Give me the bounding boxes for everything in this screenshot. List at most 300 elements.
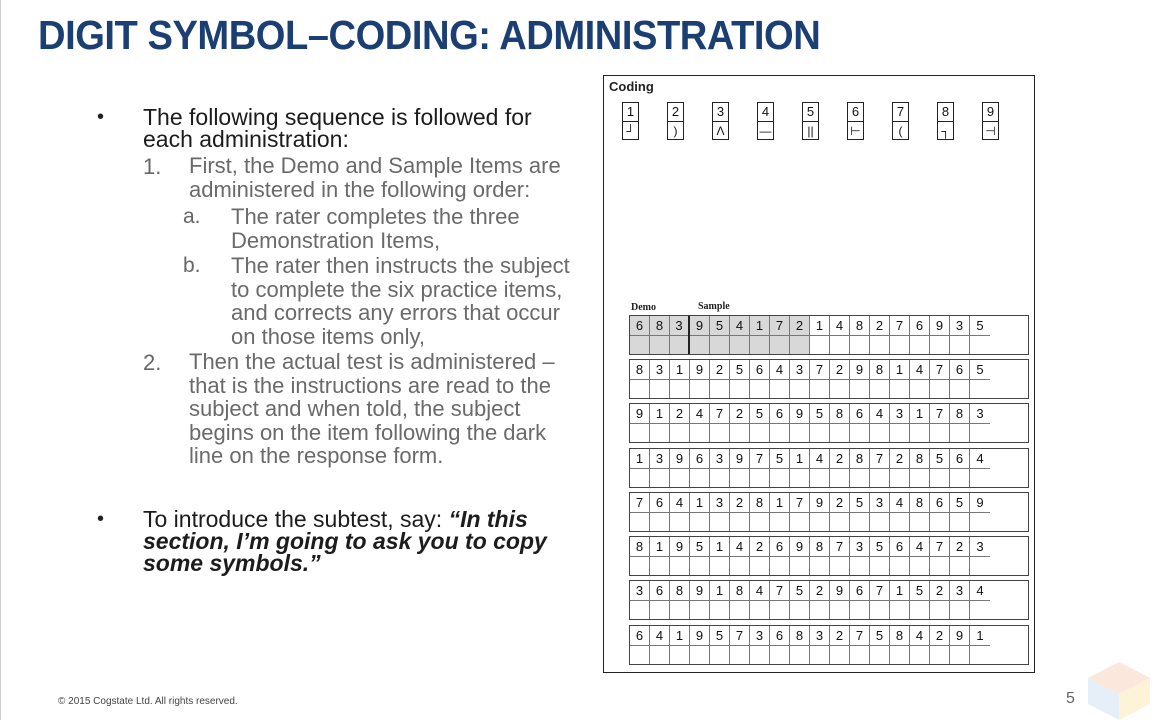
cell-digit: 4 bbox=[730, 316, 749, 336]
cell-digit: 7 bbox=[770, 581, 789, 601]
response-cell bbox=[850, 626, 870, 664]
digit-row-6 bbox=[629, 536, 1029, 576]
cell-digit: 3 bbox=[970, 404, 990, 424]
cell-digit: 8 bbox=[850, 316, 869, 336]
response-cell bbox=[910, 626, 930, 664]
response-cell bbox=[690, 626, 710, 664]
copyright-footer: © 2015 Cogstate Ltd. All rights reserved. bbox=[58, 696, 238, 707]
cell-digit: 4 bbox=[910, 537, 929, 557]
key-box-1 bbox=[622, 102, 639, 140]
key-digit: 2 bbox=[668, 103, 683, 122]
response-cell bbox=[850, 316, 870, 354]
key-box-4 bbox=[757, 102, 774, 140]
response-cell bbox=[750, 449, 770, 487]
cell-digit: 3 bbox=[650, 449, 669, 469]
cell-digit: 6 bbox=[750, 360, 769, 380]
slide-title: DIGIT SYMBOL–CODING: ADMINISTRATION bbox=[38, 12, 821, 58]
cell-digit: 4 bbox=[770, 360, 789, 380]
cell-digit: 4 bbox=[910, 626, 929, 646]
cell-digit: 4 bbox=[970, 449, 990, 469]
response-cell bbox=[790, 404, 810, 442]
key-box-7 bbox=[892, 102, 909, 140]
cell-digit: 3 bbox=[750, 626, 769, 646]
response-cell bbox=[730, 449, 750, 487]
response-cell bbox=[730, 493, 750, 531]
response-cell bbox=[770, 404, 790, 442]
response-cell bbox=[830, 316, 850, 354]
cell-digit: 7 bbox=[770, 316, 789, 336]
page-number: 5 bbox=[1066, 690, 1075, 707]
response-cell bbox=[970, 626, 990, 664]
response-cell bbox=[710, 360, 730, 398]
digit-row-4 bbox=[629, 448, 1029, 488]
cell-digit: 4 bbox=[750, 581, 769, 601]
substep-b bbox=[183, 253, 575, 349]
key-digit: 3 bbox=[713, 103, 728, 122]
response-cell bbox=[770, 360, 790, 398]
cell-digit: 9 bbox=[730, 449, 749, 469]
response-cell bbox=[870, 581, 890, 619]
response-cell bbox=[810, 404, 830, 442]
response-cell bbox=[930, 537, 950, 575]
cell-digit: 5 bbox=[750, 404, 769, 424]
cell-digit: 1 bbox=[750, 316, 769, 336]
cell-digit: 1 bbox=[910, 404, 929, 424]
cell-digit: 2 bbox=[930, 581, 949, 601]
key-digit: 7 bbox=[893, 103, 908, 122]
cell-digit: 2 bbox=[870, 316, 889, 336]
coding-response-form bbox=[603, 75, 1035, 673]
response-cell bbox=[890, 537, 910, 575]
cell-digit: 2 bbox=[790, 316, 809, 336]
cell-digit: 9 bbox=[850, 360, 869, 380]
response-cell bbox=[870, 626, 890, 664]
response-cell bbox=[810, 360, 830, 398]
slide-left-edge bbox=[0, 0, 1, 720]
response-cell bbox=[790, 537, 810, 575]
response-cell bbox=[970, 537, 990, 575]
response-cell bbox=[930, 449, 950, 487]
response-cell bbox=[650, 449, 670, 487]
response-cell bbox=[810, 581, 830, 619]
cell-digit: 5 bbox=[730, 360, 749, 380]
response-cell bbox=[930, 581, 950, 619]
response-cell bbox=[890, 360, 910, 398]
double-bar-symbol: || bbox=[807, 124, 814, 138]
sample-label: Sample bbox=[698, 301, 730, 312]
cell-digit: 8 bbox=[870, 360, 889, 380]
response-cell bbox=[830, 360, 850, 398]
cell-digit: 8 bbox=[650, 316, 669, 336]
bullet-2-text bbox=[143, 505, 575, 576]
cell-digit: 1 bbox=[630, 449, 649, 469]
response-cell bbox=[890, 493, 910, 531]
response-cell bbox=[970, 581, 990, 619]
response-cell bbox=[930, 360, 950, 398]
key-digit: 8 bbox=[938, 103, 953, 122]
response-cell bbox=[870, 404, 890, 442]
response-cell bbox=[790, 626, 810, 664]
step-2 bbox=[143, 350, 575, 468]
bullet-2-quote: “In this section, I’m going to ask you to copy some symbols.” bbox=[143, 505, 547, 576]
digit-row-8 bbox=[629, 625, 1029, 665]
bullet-1 bbox=[95, 106, 575, 468]
cell-digit: 5 bbox=[970, 360, 990, 380]
response-cell bbox=[670, 449, 690, 487]
dash-symbol: — bbox=[759, 124, 772, 138]
bullet-list bbox=[95, 106, 575, 574]
response-cell bbox=[870, 537, 890, 575]
cell-digit: 9 bbox=[830, 581, 849, 601]
response-cell bbox=[630, 626, 650, 664]
cell-digit: 9 bbox=[790, 404, 809, 424]
response-cell bbox=[950, 360, 970, 398]
response-cell bbox=[970, 316, 990, 354]
response-cell bbox=[730, 581, 750, 619]
response-cell bbox=[850, 581, 870, 619]
step-1 bbox=[143, 154, 575, 348]
cell-digit: 6 bbox=[930, 493, 949, 513]
cell-digit: 5 bbox=[710, 316, 729, 336]
cell-digit: 8 bbox=[910, 493, 929, 513]
cell-digit: 6 bbox=[910, 316, 929, 336]
response-cell bbox=[690, 537, 710, 575]
cell-digit: 4 bbox=[670, 493, 689, 513]
substep-a bbox=[183, 204, 575, 253]
corner-symbol: ┘ bbox=[626, 124, 635, 138]
cell-digit: 6 bbox=[630, 626, 649, 646]
digit-row-7 bbox=[629, 580, 1029, 620]
cell-digit: 8 bbox=[670, 581, 689, 601]
cell-digit: 3 bbox=[810, 626, 829, 646]
response-cell bbox=[650, 316, 670, 354]
response-cell bbox=[830, 493, 850, 531]
bullet-2-dot: • bbox=[97, 507, 105, 530]
response-cell bbox=[830, 626, 850, 664]
step-2-text: Then the actual test is administered – that is the instructions are read to the subject and when told, the subject begins on the item following the dark line on the response form. bbox=[189, 349, 555, 468]
cell-digit: 6 bbox=[890, 537, 909, 557]
response-cell bbox=[750, 360, 770, 398]
key-box-5 bbox=[802, 102, 819, 140]
response-cell bbox=[710, 626, 730, 664]
response-cell bbox=[910, 581, 930, 619]
response-cell bbox=[750, 493, 770, 531]
cell-digit: 4 bbox=[830, 316, 849, 336]
response-cell bbox=[650, 360, 670, 398]
response-cell bbox=[850, 449, 870, 487]
cell-digit: 9 bbox=[970, 493, 990, 513]
substep-b-letter: b. bbox=[183, 254, 201, 277]
response-cell bbox=[930, 316, 950, 354]
cell-digit: 6 bbox=[770, 404, 789, 424]
response-cell bbox=[770, 316, 790, 354]
response-cell bbox=[810, 626, 830, 664]
cell-digit: 7 bbox=[850, 626, 869, 646]
response-cell bbox=[950, 493, 970, 531]
cell-digit: 3 bbox=[950, 316, 969, 336]
cell-digit: 5 bbox=[810, 404, 829, 424]
response-cell bbox=[950, 404, 970, 442]
response-cell bbox=[770, 493, 790, 531]
step-list bbox=[143, 154, 575, 468]
cell-digit: 1 bbox=[770, 493, 789, 513]
response-cell bbox=[830, 581, 850, 619]
response-cell bbox=[670, 537, 690, 575]
response-cell bbox=[950, 316, 970, 354]
response-cell bbox=[690, 581, 710, 619]
substep-a-letter: a. bbox=[183, 205, 201, 228]
response-cell bbox=[830, 449, 850, 487]
cell-digit: 6 bbox=[950, 449, 969, 469]
response-cell bbox=[870, 493, 890, 531]
response-cell bbox=[790, 493, 810, 531]
response-cell bbox=[690, 316, 710, 354]
response-cell bbox=[670, 360, 690, 398]
cell-digit: 2 bbox=[830, 360, 849, 380]
response-cell bbox=[970, 360, 990, 398]
response-cell bbox=[950, 626, 970, 664]
response-cell bbox=[790, 581, 810, 619]
cell-digit: 3 bbox=[710, 449, 729, 469]
cell-digit: 3 bbox=[890, 404, 909, 424]
response-cell bbox=[810, 493, 830, 531]
cell-digit: 6 bbox=[690, 449, 709, 469]
response-cell bbox=[630, 360, 650, 398]
cell-digit: 3 bbox=[850, 537, 869, 557]
response-cell bbox=[650, 493, 670, 531]
bullet-1-text: The following sequence is followed for each administration: bbox=[143, 104, 532, 152]
tee-right-symbol: ⊢ bbox=[850, 124, 861, 138]
cell-digit: 8 bbox=[630, 537, 649, 557]
response-cell bbox=[970, 493, 990, 531]
cell-digit: 3 bbox=[650, 360, 669, 380]
response-cell bbox=[650, 537, 670, 575]
response-cell bbox=[670, 493, 690, 531]
cell-digit: 1 bbox=[710, 581, 729, 601]
cell-digit: 4 bbox=[910, 360, 929, 380]
digit-row-2 bbox=[629, 359, 1029, 399]
substep-list bbox=[183, 204, 575, 349]
response-cell bbox=[830, 404, 850, 442]
cell-digit: 1 bbox=[890, 581, 909, 601]
cell-digit: 9 bbox=[670, 537, 689, 557]
cell-digit: 1 bbox=[890, 360, 909, 380]
response-cell bbox=[730, 316, 750, 354]
cell-digit: 3 bbox=[970, 537, 990, 557]
step-1-text: First, the Demo and Sample Items are administered in the following order: bbox=[189, 153, 561, 202]
cell-digit: 9 bbox=[690, 581, 709, 601]
cell-digit: 9 bbox=[930, 316, 949, 336]
cell-digit: 6 bbox=[650, 581, 669, 601]
response-cell bbox=[770, 537, 790, 575]
response-cell bbox=[730, 360, 750, 398]
response-cell bbox=[910, 360, 930, 398]
step-2-number: 2. bbox=[143, 350, 162, 375]
response-cell bbox=[710, 537, 730, 575]
cell-digit: 4 bbox=[730, 537, 749, 557]
response-cell bbox=[850, 360, 870, 398]
response-cell bbox=[770, 581, 790, 619]
cell-digit: 4 bbox=[890, 493, 909, 513]
cell-digit: 4 bbox=[870, 404, 889, 424]
key-box-3 bbox=[712, 102, 729, 140]
cell-digit: 3 bbox=[870, 493, 889, 513]
response-cell bbox=[930, 404, 950, 442]
cell-digit: 2 bbox=[930, 626, 949, 646]
cell-digit: 1 bbox=[670, 626, 689, 646]
cell-digit: 9 bbox=[790, 537, 809, 557]
key-box-8 bbox=[937, 102, 954, 140]
cell-digit: 3 bbox=[630, 581, 649, 601]
demo-label: Demo bbox=[631, 302, 656, 313]
response-cell bbox=[650, 404, 670, 442]
response-cell bbox=[850, 493, 870, 531]
response-cell bbox=[750, 316, 770, 354]
response-cell bbox=[730, 626, 750, 664]
cell-digit: 7 bbox=[890, 316, 909, 336]
cell-digit: 5 bbox=[790, 581, 809, 601]
cell-digit: 5 bbox=[850, 493, 869, 513]
response-cell bbox=[890, 581, 910, 619]
cell-digit: 6 bbox=[950, 360, 969, 380]
cell-digit: 6 bbox=[850, 581, 869, 601]
key-box-9 bbox=[982, 102, 999, 140]
response-cell bbox=[810, 537, 830, 575]
cell-digit: 8 bbox=[950, 404, 969, 424]
response-cell bbox=[870, 316, 890, 354]
response-cell bbox=[770, 449, 790, 487]
response-cell bbox=[710, 493, 730, 531]
response-cell bbox=[630, 404, 650, 442]
cell-digit: 1 bbox=[710, 537, 729, 557]
response-cell bbox=[910, 537, 930, 575]
response-cell bbox=[830, 537, 850, 575]
cell-digit: 5 bbox=[950, 493, 969, 513]
cell-digit: 5 bbox=[710, 626, 729, 646]
key-digit: 1 bbox=[623, 103, 638, 122]
cell-digit: 4 bbox=[810, 449, 829, 469]
decorative-cube-logo bbox=[1086, 660, 1152, 720]
cell-digit: 5 bbox=[910, 581, 929, 601]
response-cell bbox=[790, 449, 810, 487]
cell-digit: 6 bbox=[770, 626, 789, 646]
response-cell bbox=[630, 581, 650, 619]
key-box-6 bbox=[847, 102, 864, 140]
cell-digit: 7 bbox=[930, 404, 949, 424]
cell-digit: 2 bbox=[810, 581, 829, 601]
cell-digit: 9 bbox=[690, 626, 709, 646]
response-cell bbox=[950, 449, 970, 487]
open-paren-symbol: ( bbox=[898, 124, 903, 138]
response-cell bbox=[910, 316, 930, 354]
cell-digit: 4 bbox=[650, 626, 669, 646]
response-cell bbox=[710, 581, 730, 619]
cell-digit: 5 bbox=[770, 449, 789, 469]
response-cell bbox=[630, 449, 650, 487]
response-cell bbox=[910, 493, 930, 531]
coding-label: Coding bbox=[609, 79, 654, 94]
cell-digit: 2 bbox=[830, 493, 849, 513]
response-cell bbox=[890, 449, 910, 487]
bullet-2 bbox=[95, 505, 575, 576]
response-cell bbox=[670, 404, 690, 442]
cell-digit: 5 bbox=[870, 537, 889, 557]
key-digit: 6 bbox=[848, 103, 863, 122]
response-cell bbox=[930, 626, 950, 664]
key-digit: 5 bbox=[803, 103, 818, 122]
cell-digit: 8 bbox=[850, 449, 869, 469]
cell-digit: 8 bbox=[830, 404, 849, 424]
cell-digit: 6 bbox=[630, 316, 649, 336]
cell-digit: 1 bbox=[670, 360, 689, 380]
cell-digit: 7 bbox=[630, 493, 649, 513]
cell-digit: 9 bbox=[690, 360, 709, 380]
digit-row-1 bbox=[629, 315, 1029, 355]
cell-digit: 7 bbox=[870, 449, 889, 469]
cell-digit: 8 bbox=[730, 581, 749, 601]
cell-digit: 2 bbox=[730, 404, 749, 424]
cell-digit: 3 bbox=[710, 493, 729, 513]
digit-row-5 bbox=[629, 492, 1029, 532]
response-cell bbox=[630, 493, 650, 531]
cell-digit: 2 bbox=[730, 493, 749, 513]
bullet-1-dot: • bbox=[97, 106, 105, 128]
response-cell bbox=[950, 581, 970, 619]
response-cell bbox=[750, 404, 770, 442]
cell-digit: 8 bbox=[750, 493, 769, 513]
response-cell bbox=[750, 581, 770, 619]
cell-digit: 8 bbox=[790, 626, 809, 646]
response-cell bbox=[910, 449, 930, 487]
cell-digit: 4 bbox=[970, 581, 990, 601]
cell-digit: 7 bbox=[710, 404, 729, 424]
cell-digit: 4 bbox=[690, 404, 709, 424]
cell-digit: 7 bbox=[810, 360, 829, 380]
response-cell bbox=[850, 537, 870, 575]
digit-row-3 bbox=[629, 403, 1029, 443]
cell-digit: 6 bbox=[770, 537, 789, 557]
response-cell bbox=[630, 537, 650, 575]
cell-digit: 9 bbox=[670, 449, 689, 469]
cell-digit: 3 bbox=[670, 316, 688, 336]
response-cell bbox=[750, 626, 770, 664]
bullet-2-plain: To introduce the subtest, say: bbox=[143, 505, 449, 532]
tee-left-symbol: ⊣ bbox=[985, 124, 996, 138]
substep-b-text: The rater then instructs the subject to complete the six practice items, and corrects any errors that occur on those items only, bbox=[231, 253, 570, 349]
response-cell bbox=[690, 360, 710, 398]
response-cell bbox=[710, 316, 730, 354]
cell-digit: 5 bbox=[970, 316, 990, 336]
response-cell bbox=[690, 404, 710, 442]
response-cell bbox=[850, 404, 870, 442]
response-cell bbox=[710, 404, 730, 442]
cell-digit: 5 bbox=[690, 537, 709, 557]
response-cell bbox=[810, 449, 830, 487]
response-cell bbox=[870, 360, 890, 398]
key-box-2 bbox=[667, 102, 684, 140]
cell-digit: 1 bbox=[790, 449, 809, 469]
response-cell bbox=[650, 626, 670, 664]
key-digit: 9 bbox=[983, 103, 998, 122]
response-cell bbox=[890, 316, 910, 354]
response-cell bbox=[890, 626, 910, 664]
cell-digit: 7 bbox=[790, 493, 809, 513]
response-cell bbox=[790, 316, 810, 354]
cell-digit: 5 bbox=[930, 449, 949, 469]
cell-digit: 1 bbox=[810, 316, 829, 336]
cell-digit: 5 bbox=[870, 626, 889, 646]
response-cell bbox=[670, 581, 690, 619]
